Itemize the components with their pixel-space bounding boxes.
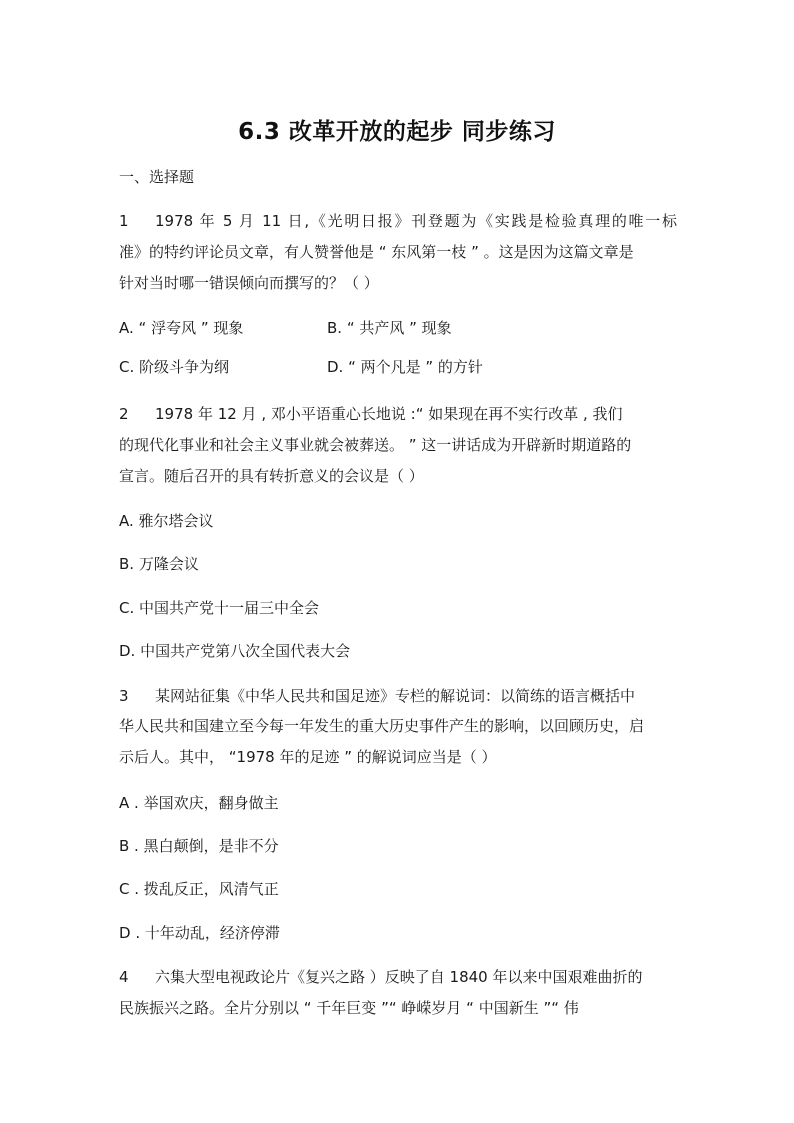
question-3-text-1: 某网站征集《中华人民共和国足迹》专栏的解说词：以简练的语言概括中 (155, 687, 636, 705)
question-2-line-1 (119, 404, 679, 424)
question-1-option-d: D. “ 两个凡是 ” 的方针 (327, 358, 483, 376)
question-3-option-a: A . 举国欢庆，翻身做主 (119, 794, 279, 812)
question-1-line-1 (119, 211, 677, 231)
question-3-line-1 (119, 686, 679, 706)
question-4-text-1: 六集大型电视政论片《复兴之路 ）反映了自 1840 年以来中国艰难曲折的 (155, 968, 643, 986)
question-2-number: 2 (119, 405, 129, 423)
question-1-option-b: B. “ 共产风 ” 现象 (327, 319, 452, 337)
section-heading: 一、选择题 (119, 168, 195, 186)
question-3-number: 3 (119, 687, 129, 705)
question-2-option-b: B. 万隆会议 (119, 555, 199, 573)
question-3-option-c: C . 拨乱反正，风清气正 (119, 880, 279, 898)
question-2-option-a: A. 雅尔塔会议 (119, 512, 214, 530)
question-1-line-2: 准》的特约评论员文章，有人赞誉他是 “ 东风第一枝 ” 。这是因为这篇文章是 (119, 243, 634, 261)
question-2-option-c: C. 中国共产党十一届三中全会 (119, 599, 320, 617)
question-2-line-3: 宣言。随后召开的具有转折意义的会议是（ ） (119, 467, 424, 485)
question-3-option-b: B . 黑白颠倒，是非不分 (119, 837, 279, 855)
question-2-text-1: 1978 年 12 月 , 邓小平语重心长地说 :“ 如果现在再不实行改革 , 我们 (155, 405, 623, 423)
page-title: 6.3 改革开放的起步 同步练习 (238, 119, 556, 145)
question-1-text-1: 1978 年 5 月 11 日,《光明日报》刊登题为《实践是检验真理的唯一标 (155, 212, 677, 230)
question-4-line-2: 民族振兴之路。全片分别以 “ 千年巨变 ”“ 峥嵘岁月 “ 中国新生 ”“ 伟 (119, 999, 579, 1017)
question-3-line-3: 示后人。其中， “1978 年的足迹 ” 的解说词应当是（ ） (119, 748, 497, 766)
question-2-line-2: 的现代化事业和社会主义事业就会被葬送。 ” 这一讲话成为开辟新时期道路的 (119, 436, 632, 454)
question-4-number: 4 (119, 968, 129, 986)
question-1-option-a: A. “ 浮夸风 ” 现象 (119, 319, 244, 337)
question-4-line-1 (119, 967, 679, 987)
question-1-line-3: 针对当时哪一错误倾向而撰写的？（ ） (119, 274, 379, 292)
question-2-option-d: D. 中国共产党第八次全国代表大会 (119, 642, 351, 660)
question-3-option-d: D . 十年动乱，经济停滞 (119, 924, 280, 942)
question-1-number: 1 (119, 212, 129, 230)
question-3-line-2: 华人民共和国建立至今每一年发生的重大历史事件产生的影响，以回顾历史，启 (119, 717, 645, 735)
question-1-option-c: C. 阶级斗争为纲 (119, 358, 230, 376)
